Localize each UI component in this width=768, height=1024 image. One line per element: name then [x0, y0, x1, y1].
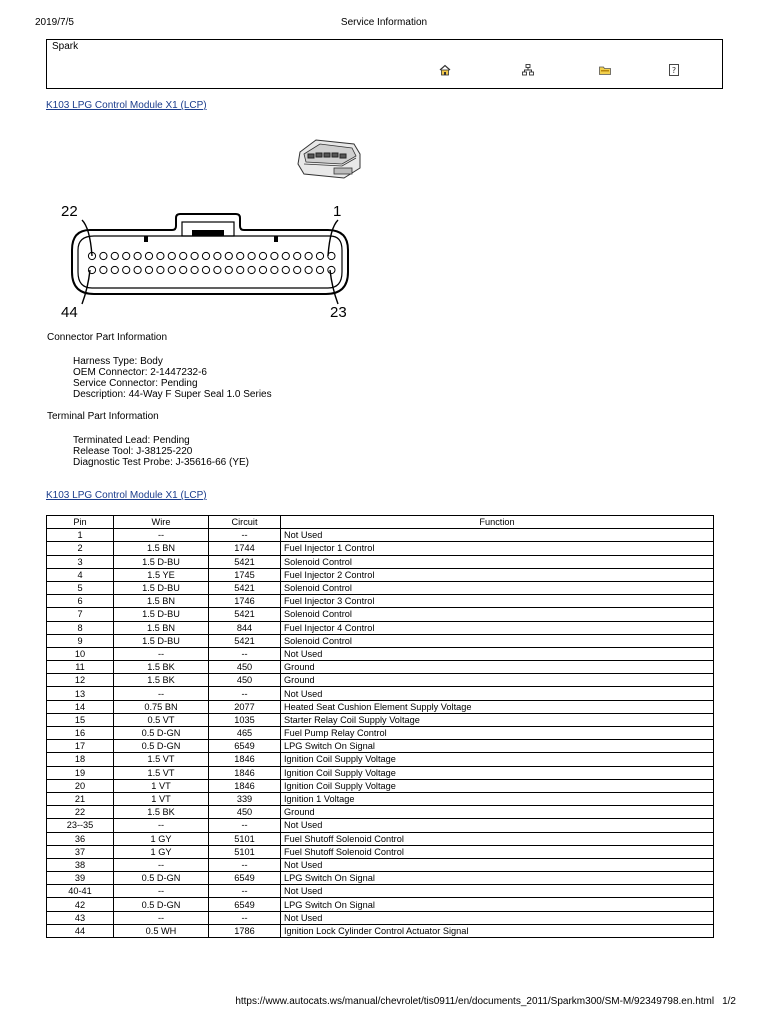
wire-cell: 0.5 WH [114, 924, 209, 937]
wire-cell: 1 GY [114, 845, 209, 858]
table-row [47, 713, 714, 726]
connector-cavity [123, 252, 130, 259]
col-header-circuit: Circuit [209, 516, 281, 529]
network-icon[interactable] [522, 64, 534, 76]
connector-cavity [202, 252, 209, 259]
pin-cell: 44 [47, 924, 114, 937]
connector-cavity [168, 252, 175, 259]
connector-cavity [191, 266, 198, 273]
function-cell: Solenoid Control [281, 634, 714, 647]
connector-cavity [259, 266, 266, 273]
wire-cell: 0.5 D-GN [114, 727, 209, 740]
circuit-cell: 450 [209, 674, 281, 687]
table-row [47, 885, 714, 898]
connector-cavity [145, 266, 152, 273]
table-row [47, 858, 714, 871]
wire-cell: 1.5 VT [114, 766, 209, 779]
circuit-cell: 6549 [209, 898, 281, 911]
function-cell: Not Used [281, 529, 714, 542]
pin-cell: 8 [47, 621, 114, 634]
pin-cell: 11 [47, 661, 114, 674]
pin-cell: 7 [47, 608, 114, 621]
connector-part-info-title: Connector Part Information [47, 332, 168, 343]
connector-cavity [248, 266, 255, 273]
circuit-cell: -- [209, 687, 281, 700]
table-row [47, 740, 714, 753]
table-row [47, 832, 714, 845]
wire-cell: 1.5 D-BU [114, 581, 209, 594]
col-header-function: Function [281, 516, 714, 529]
circuit-cell: -- [209, 647, 281, 660]
table-row [47, 753, 714, 766]
table-row [47, 924, 714, 937]
circuit-cell: -- [209, 858, 281, 871]
wire-cell: 1.5 BK [114, 806, 209, 819]
table-row [47, 872, 714, 885]
connector-cavity [180, 266, 187, 273]
connector-cavity [134, 266, 141, 273]
pin-cell: 10 [47, 647, 114, 660]
table-row [47, 898, 714, 911]
function-cell: Fuel Shutoff Solenoid Control [281, 832, 714, 845]
connector-cavity [282, 266, 289, 273]
function-cell: Not Used [281, 911, 714, 924]
pin-cell: 21 [47, 792, 114, 805]
table-row [47, 661, 714, 674]
module-link-table[interactable]: K103 LPG Control Module X1 (LCP) [46, 490, 207, 501]
help-icon[interactable] [668, 64, 680, 76]
pin-cell: 2 [47, 542, 114, 555]
wire-cell: -- [114, 647, 209, 660]
circuit-cell: 6549 [209, 872, 281, 885]
connector-cavity [316, 266, 323, 273]
connector-cavity [294, 266, 301, 273]
table-row [47, 700, 714, 713]
table-row [47, 647, 714, 660]
wire-cell: -- [114, 529, 209, 542]
function-cell: Solenoid Control [281, 608, 714, 621]
table-row [47, 687, 714, 700]
connector-cavity [305, 266, 312, 273]
function-cell: Fuel Injector 2 Control [281, 568, 714, 581]
pin-cell: 43 [47, 911, 114, 924]
pin-cell: 20 [47, 779, 114, 792]
function-cell: Not Used [281, 858, 714, 871]
function-cell: Ground [281, 674, 714, 687]
function-cell: Fuel Shutoff Solenoid Control [281, 845, 714, 858]
circuit-cell: 339 [209, 792, 281, 805]
pin-cell: 22 [47, 806, 114, 819]
table-row [47, 621, 714, 634]
circuit-cell: 5421 [209, 555, 281, 568]
connector-part-info-list [73, 356, 272, 400]
svg-text:?: ? [671, 66, 677, 75]
circuit-cell: 450 [209, 806, 281, 819]
circuit-cell: 1846 [209, 766, 281, 779]
wire-cell: -- [114, 687, 209, 700]
wire-cell: 1.5 D-BU [114, 608, 209, 621]
wire-cell: -- [114, 858, 209, 871]
table-row [47, 727, 714, 740]
description-line: Description: 44-Way F Super Seal 1.0 Series [73, 389, 272, 400]
release-tool-line: Release Tool: J-38125-220 [73, 446, 193, 457]
function-cell: Not Used [281, 885, 714, 898]
function-cell: LPG Switch On Signal [281, 740, 714, 753]
function-cell: Not Used [281, 647, 714, 660]
pin-cell: 5 [47, 581, 114, 594]
connector-cavity [237, 252, 244, 259]
connector-cavity [214, 252, 221, 259]
table-row [47, 819, 714, 832]
wire-cell: 1 GY [114, 832, 209, 845]
function-cell: Ignition Coil Supply Voltage [281, 753, 714, 766]
function-cell: LPG Switch On Signal [281, 898, 714, 911]
pin-cell: 42 [47, 898, 114, 911]
connector-cavity [100, 252, 107, 259]
table-row [47, 634, 714, 647]
circuit-cell: -- [209, 819, 281, 832]
pin-label-44: 44 [61, 304, 78, 321]
pin-cell: 37 [47, 845, 114, 858]
wire-cell: 1 VT [114, 779, 209, 792]
connector-cavity [214, 266, 221, 273]
wire-cell: 0.5 D-GN [114, 872, 209, 885]
wire-cell: -- [114, 819, 209, 832]
pin-cell: 13 [47, 687, 114, 700]
pin-cell: 36 [47, 832, 114, 845]
wire-cell: 0.75 BN [114, 700, 209, 713]
connector-cavity [316, 252, 323, 259]
circuit-cell: 450 [209, 661, 281, 674]
function-cell: Not Used [281, 687, 714, 700]
pin-cell: 14 [47, 700, 114, 713]
connector-cavity [225, 252, 232, 259]
circuit-cell: 5101 [209, 832, 281, 845]
table-row [47, 792, 714, 805]
wire-cell: 1.5 BN [114, 542, 209, 555]
table-row [47, 529, 714, 542]
wire-cell: 1.5 BK [114, 661, 209, 674]
wire-cell: 1.5 D-BU [114, 634, 209, 647]
pin-cell: 19 [47, 766, 114, 779]
pin-cell: 3 [47, 555, 114, 568]
circuit-cell: -- [209, 885, 281, 898]
connector-cavity [123, 266, 130, 273]
terminal-part-info-title: Terminal Part Information [47, 411, 159, 422]
table-row [47, 845, 714, 858]
table-row [47, 581, 714, 594]
function-cell: Fuel Pump Relay Control [281, 727, 714, 740]
table-row [47, 806, 714, 819]
wire-cell: 1 VT [114, 792, 209, 805]
col-header-wire: Wire [114, 516, 209, 529]
connector-cavity [328, 266, 335, 273]
table-row [47, 542, 714, 555]
connector-cavity [191, 252, 198, 259]
function-cell: Ground [281, 806, 714, 819]
wire-cell: 1.5 YE [114, 568, 209, 581]
table-row [47, 766, 714, 779]
connector-cavity [328, 252, 335, 259]
circuit-cell: 5421 [209, 581, 281, 594]
print-date: 2019/7/5 [35, 17, 74, 28]
pin-label-1: 1 [333, 203, 342, 220]
table-row [47, 911, 714, 924]
circuit-cell: 5101 [209, 845, 281, 858]
connector-cavity [294, 252, 301, 259]
vehicle-label: Spark [52, 41, 79, 52]
col-header-pin: Pin [47, 516, 114, 529]
wire-cell: 1.5 BN [114, 621, 209, 634]
pin-cell: 9 [47, 634, 114, 647]
function-cell: Fuel Injector 3 Control [281, 595, 714, 608]
page-header-title: Service Information [340, 17, 428, 28]
connector-cavity [271, 252, 278, 259]
pin-label-23: 23 [330, 304, 347, 321]
pin-cell: 40-41 [47, 885, 114, 898]
circuit-cell: 6549 [209, 740, 281, 753]
table-row [47, 608, 714, 621]
connector-cavity [248, 252, 255, 259]
oem-connector-line: OEM Connector: 2-1447232-6 [73, 367, 207, 378]
table-row [47, 674, 714, 687]
source-url: https://www.autocats.ws/manual/chevrolet/tis0911/en/documents_2011/Sparkm300/SM-M/92349798.en.html [235, 996, 715, 1007]
pin-label-22: 22 [61, 203, 78, 220]
connector-cavity [305, 252, 312, 259]
home-icon[interactable] [439, 64, 451, 76]
navigation-bar [46, 39, 723, 89]
pin-cell: 4 [47, 568, 114, 581]
page-number: 1/2 [722, 996, 736, 1007]
harness-type-line: Harness Type: Body [73, 356, 163, 367]
function-cell: Fuel Injector 4 Control [281, 621, 714, 634]
table-row [47, 779, 714, 792]
wire-cell: 1.5 VT [114, 753, 209, 766]
function-cell: Solenoid Control [281, 555, 714, 568]
table-row [47, 595, 714, 608]
wire-cell: 0.5 D-GN [114, 740, 209, 753]
pin-cell: 18 [47, 753, 114, 766]
pin-cell: 16 [47, 727, 114, 740]
circuit-cell: -- [209, 529, 281, 542]
function-cell: Ignition 1 Voltage [281, 792, 714, 805]
connector-face-diagram [60, 208, 360, 308]
wire-cell: 1.5 BK [114, 674, 209, 687]
function-cell: Ignition Coil Supply Voltage [281, 779, 714, 792]
terminal-part-info-list [73, 435, 249, 468]
function-cell: Fuel Injector 1 Control [281, 542, 714, 555]
function-cell: Not Used [281, 819, 714, 832]
pin-cell: 39 [47, 872, 114, 885]
connector-cavity [259, 252, 266, 259]
circuit-cell: -- [209, 911, 281, 924]
circuit-cell: 465 [209, 727, 281, 740]
folder-icon[interactable] [599, 64, 611, 76]
connector-cavity [100, 266, 107, 273]
circuit-cell: 1744 [209, 542, 281, 555]
circuit-cell: 844 [209, 621, 281, 634]
pin-cell: 17 [47, 740, 114, 753]
connector-cavity [134, 252, 141, 259]
pin-cell: 15 [47, 713, 114, 726]
connector-cavity [271, 266, 278, 273]
circuit-cell: 1846 [209, 779, 281, 792]
terminated-lead-line: Terminated Lead: Pending [73, 435, 190, 446]
pin-cell: 12 [47, 674, 114, 687]
wire-cell: -- [114, 885, 209, 898]
connector-cavity [202, 266, 209, 273]
pin-cell: 23--35 [47, 819, 114, 832]
connector-cavity [282, 252, 289, 259]
wire-cell: 0.5 VT [114, 713, 209, 726]
connector-cavity [157, 266, 164, 273]
circuit-cell: 1745 [209, 568, 281, 581]
wire-cell: 1.5 D-BU [114, 555, 209, 568]
connector-cavity [157, 252, 164, 259]
circuit-cell: 5421 [209, 634, 281, 647]
test-probe-line: Diagnostic Test Probe: J-35616-66 (YE) [73, 457, 250, 468]
connector-cavity [225, 266, 232, 273]
table-row [47, 568, 714, 581]
connector-cavity [168, 266, 175, 273]
function-cell: LPG Switch On Signal [281, 872, 714, 885]
connector-cavity [237, 266, 244, 273]
wire-cell: -- [114, 911, 209, 924]
connector-photo [294, 134, 364, 184]
module-link-top[interactable]: K103 LPG Control Module X1 (LCP) [46, 100, 207, 111]
function-cell: Heated Seat Cushion Element Supply Voltage [281, 700, 714, 713]
wire-cell: 1.5 BN [114, 595, 209, 608]
table-row [47, 555, 714, 568]
table-header-row [47, 516, 714, 529]
circuit-cell: 5421 [209, 608, 281, 621]
circuit-cell: 1846 [209, 753, 281, 766]
circuit-cell: 1035 [209, 713, 281, 726]
connector-cavity [111, 266, 118, 273]
function-cell: Starter Relay Coil Supply Voltage [281, 713, 714, 726]
function-cell: Solenoid Control [281, 581, 714, 594]
connector-cavity [145, 252, 152, 259]
connector-cavity [111, 252, 118, 259]
wire-cell: 0.5 D-GN [114, 898, 209, 911]
pinout-table [46, 515, 714, 938]
circuit-cell: 1746 [209, 595, 281, 608]
function-cell: Ground [281, 661, 714, 674]
pin-cell: 38 [47, 858, 114, 871]
page-footer [0, 996, 736, 1007]
function-cell: Ignition Lock Cylinder Control Actuator Signal [281, 924, 714, 937]
connector-cavity [180, 252, 187, 259]
service-connector-line: Service Connector: Pending [73, 378, 198, 389]
circuit-cell: 1786 [209, 924, 281, 937]
circuit-cell: 2077 [209, 700, 281, 713]
function-cell: Ignition Coil Supply Voltage [281, 766, 714, 779]
pin-cell: 6 [47, 595, 114, 608]
pin-cell: 1 [47, 529, 114, 542]
